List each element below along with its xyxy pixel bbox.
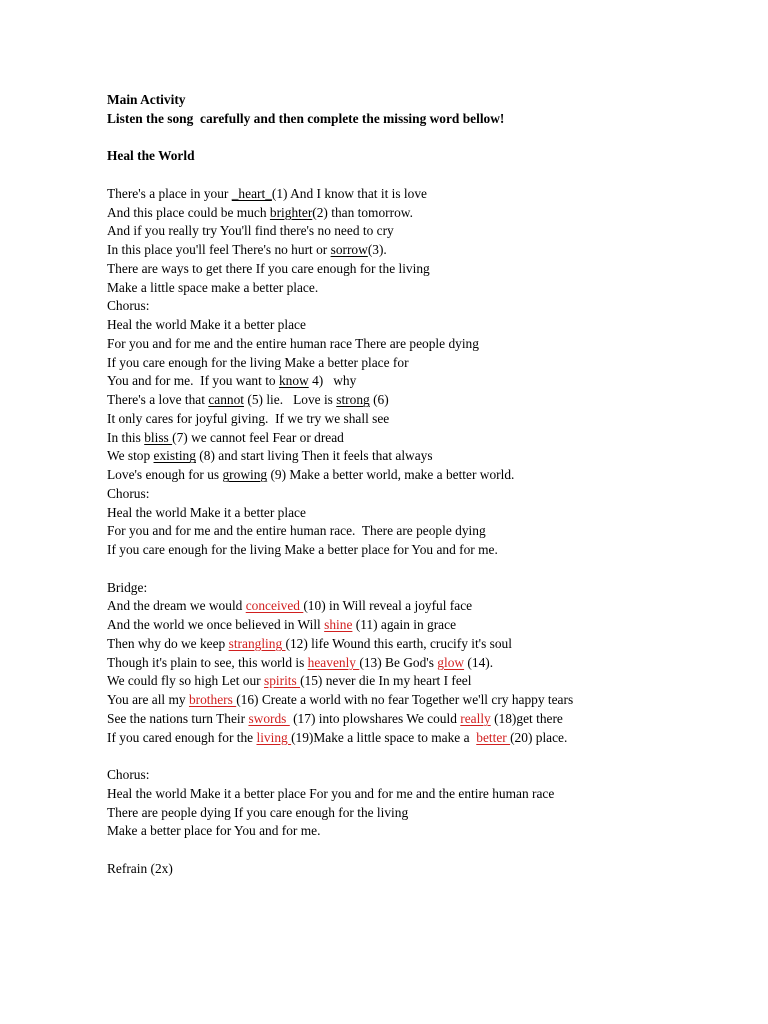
- lyric-line: [107, 822, 747, 841]
- lyric-text: (7) we cannot feel Fear or dread: [172, 429, 344, 445]
- answer-blank: growing: [222, 467, 268, 482]
- lyric-text: Refrain (2x): [107, 860, 173, 876]
- lyric-line: [107, 860, 747, 879]
- refrain-section: [107, 860, 747, 879]
- lyric-line: [107, 335, 747, 354]
- lyric-text: Then why do we keep: [107, 635, 229, 651]
- worksheet: [107, 91, 747, 879]
- lyric-text: Heal the world Make it a better place: [107, 504, 306, 520]
- lyric-line: [107, 410, 747, 429]
- lyric-text: (16) Create a world with no fear Together we'll cry happy tears: [236, 692, 574, 707]
- answer-blank: really: [460, 710, 491, 726]
- lyric-text: (19)Make a little space to make a: [291, 729, 477, 745]
- lyric-line: [107, 504, 747, 523]
- answer-blank: existing: [153, 448, 196, 464]
- lyric-text: Chorus:: [107, 767, 150, 782]
- lyric-text: (12) life Wound this earth, crucify it's soul: [285, 635, 512, 651]
- lyric-text: (15) never die In my heart I feel: [300, 673, 472, 689]
- lyric-line: [107, 372, 747, 391]
- lyric-line: [107, 672, 747, 691]
- lyric-text: See the nations turn Their: [107, 710, 249, 726]
- lyric-line: [107, 204, 747, 223]
- lyric-line: [107, 579, 747, 598]
- lyric-text: Heal the world Make it a better place For you and for me and the entire human race: [107, 785, 555, 801]
- lyric-text: (17) into plowshares We could: [289, 710, 461, 726]
- lyric-text: (14).: [464, 654, 494, 670]
- lyric-text: In this place you'll feel There's no hurt or: [107, 242, 331, 257]
- lyric-text: It only cares for joyful giving. If we try we shall see: [107, 410, 390, 426]
- lyric-text: Chorus:: [107, 485, 150, 501]
- lyric-text: And the dream we would: [107, 598, 246, 614]
- lyric-text: Bridge:: [107, 579, 148, 595]
- lyric-text: (5) lie. Love is: [244, 392, 337, 407]
- lyric-text: We stop: [107, 448, 154, 464]
- lyric-line: [107, 691, 747, 710]
- lyric-line: [107, 354, 747, 373]
- lyric-text: (13) Be God's: [359, 654, 438, 670]
- lyric-text: Heal the world Make it a better place: [107, 317, 306, 332]
- lyric-text: Chorus:: [107, 298, 150, 314]
- lyric-line: [107, 466, 747, 485]
- lyric-text: Make a little space make a better place.: [107, 279, 319, 295]
- lyric-line: [107, 766, 747, 785]
- chorus-section: [107, 766, 747, 841]
- answer-blank: bliss: [144, 429, 173, 445]
- answer-blank: sorrow: [330, 242, 368, 257]
- answer-blank: _heart_: [231, 185, 272, 201]
- lyric-text: (8) and start living Then it feels that always: [195, 448, 433, 464]
- answer-blank: conceived: [245, 598, 304, 614]
- lyric-line: [107, 635, 747, 654]
- lyric-text: (20) place.: [510, 729, 568, 745]
- answer-blank: strong: [336, 392, 370, 407]
- lyric-text: If you cared enough for the: [107, 729, 257, 745]
- spacer: [107, 129, 747, 148]
- verse-section: [107, 185, 747, 560]
- lyric-text: If you care enough for the living Make a better place for: [107, 354, 409, 370]
- lyric-text: (10) in Will reveal a joyful face: [303, 598, 473, 614]
- lyric-line: [107, 654, 747, 673]
- lyric-text: Love's enough for us: [107, 467, 223, 482]
- lyric-text: (11) again in grace: [352, 617, 457, 632]
- answer-blank: glow: [437, 654, 465, 670]
- answer-blank: swords: [248, 710, 290, 726]
- lyric-line: [107, 710, 747, 729]
- answer-blank: strangling: [228, 635, 286, 651]
- lyric-line: [107, 429, 747, 448]
- lyric-text: You are all my: [107, 692, 189, 707]
- lyric-line: [107, 616, 747, 635]
- lyric-line: [107, 729, 747, 748]
- lyric-line: [107, 297, 747, 316]
- lyric-text: (2) than tomorrow.: [312, 204, 413, 220]
- spacer: [107, 166, 747, 185]
- lyric-text: There are ways to get there If you care enough for the living: [107, 260, 430, 276]
- lyric-text: If you care enough for the living Make a better place for You and for me.: [107, 542, 498, 557]
- lyric-text: For you and for me and the entire human race. There are people dying: [107, 523, 486, 539]
- lyric-line: [107, 785, 747, 804]
- lyric-text: (3).: [367, 242, 387, 257]
- lyric-text: (6): [369, 392, 389, 407]
- lyric-text: And this place could be much: [107, 204, 270, 220]
- spacer: [107, 841, 747, 860]
- answer-blank: spirits: [263, 673, 301, 689]
- lyric-text: In this: [107, 429, 145, 445]
- lyric-line: [107, 597, 747, 616]
- lyric-text: For you and for me and the entire human race There are people dying: [107, 335, 479, 351]
- answer-blank: cannot: [208, 392, 245, 407]
- lyric-text: There are people dying If you care enough for the living: [107, 804, 409, 820]
- lyric-line: [107, 804, 747, 823]
- lyric-text: There's a love that: [107, 392, 209, 407]
- lyric-line: [107, 522, 747, 541]
- bridge-section: [107, 579, 747, 748]
- lyric-text: (1) And I know that it is love: [271, 185, 427, 201]
- answer-blank: better: [476, 729, 511, 745]
- spacer: [107, 560, 747, 579]
- answer-blank: brothers: [188, 692, 237, 707]
- lyric-line: [107, 185, 747, 204]
- answer-blank: brighter: [269, 204, 313, 220]
- lyric-line: [107, 391, 747, 410]
- lyric-line: [107, 447, 747, 466]
- lyric-text: Though it's plain to see, this world is: [107, 654, 308, 670]
- song-title: Heal the World: [107, 148, 195, 164]
- lyric-text: Make a better place for You and for me.: [107, 823, 321, 839]
- lyric-line: [107, 541, 747, 560]
- answer-blank: shine: [324, 617, 353, 632]
- answer-blank: heavenly: [307, 654, 360, 670]
- lyric-text: You and for me. If you want to: [107, 373, 279, 389]
- answer-blank: know: [278, 373, 309, 389]
- lyric-text: (18)get there: [490, 710, 563, 726]
- instruction-text: Listen the song carefully and then complete the missing word bellow!: [107, 110, 505, 126]
- lyric-line: [107, 485, 747, 504]
- lyric-text: 4) why: [308, 373, 357, 389]
- lyric-line: [107, 260, 747, 279]
- lyric-text: (9) Make a better world, make a better world.: [267, 467, 515, 482]
- lyric-text: We could fly so high Let our: [107, 673, 264, 689]
- lyric-line: [107, 279, 747, 298]
- lyric-line: [107, 316, 747, 335]
- lyric-line: [107, 241, 747, 260]
- lyric-text: And if you really try You'll find there's no need to cry: [107, 223, 394, 239]
- activity-title: Main Activity: [107, 92, 186, 107]
- spacer: [107, 747, 747, 766]
- answer-blank: living: [256, 729, 292, 745]
- lyric-line: [107, 222, 747, 241]
- lyric-text: There's a place in your: [107, 185, 232, 201]
- lyric-text: And the world we once believed in Will: [107, 617, 325, 632]
